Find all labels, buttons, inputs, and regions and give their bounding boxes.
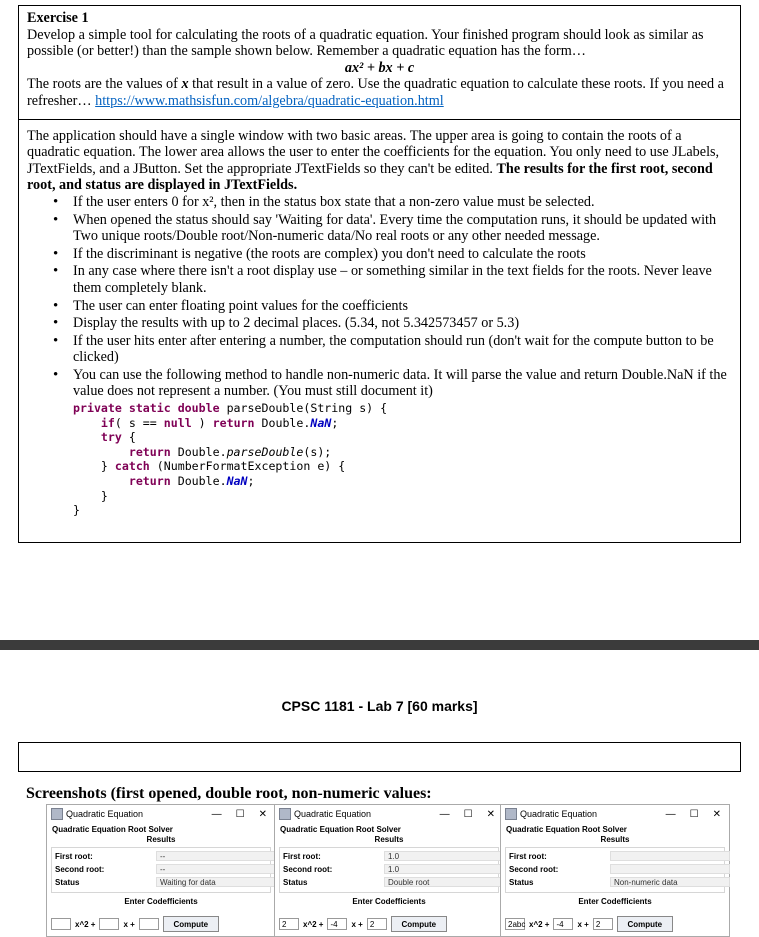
close-icon[interactable]: ✕ [486,808,495,820]
coef-c-input[interactable] [139,918,159,930]
coef-a-input[interactable]: 2 [279,918,299,930]
roots-text-a: The roots are the values of [27,76,182,93]
refresher-link[interactable]: https://www.mathsisfun.com/algebra/quadratic-equation.html [95,92,444,109]
compute-button[interactable]: Compute [617,916,673,932]
compute-button[interactable]: Compute [391,916,447,932]
first-root-field [610,851,730,861]
list-item: • In any case where there isn't a root display use – or something similar in the text fields for the roots. Never leave them completely blank. [73,263,732,296]
status-field: Non-numeric data [610,877,730,887]
first-root-field: 1.0 [384,851,504,861]
coef-a-input[interactable] [51,918,71,930]
requirements-text: The application should have a single window with two basic areas. The upper area is going to contain the roots of a quadratic equation. The lower area allows the user to enter the coefficients for the equation. You only need to use JLabels, JTextFields, and a JButton. Set the appropriate JTextFields so they can't be edited. [27,127,720,177]
window-title: Quadratic Equation [520,809,598,819]
minimize-icon[interactable]: — [665,808,676,820]
window-titlebar [275,805,503,823]
coefficient-inputs [279,916,447,932]
close-icon[interactable]: ✕ [258,808,267,820]
requirements-paragraph [27,128,732,194]
results-label: Results [600,835,630,844]
intro-paragraph: Develop a simple tool for calculating the roots of a quadratic equation. Your finished program should look as similar as possible (or better!) than the sample shown below. Remember a quadratic equation has the form… [27,26,704,60]
x2-label: x^2 + [303,919,324,929]
status-field: Double root [384,877,504,887]
minimize-icon[interactable]: — [439,808,450,820]
exercise-title: Exercise 1 [27,10,89,26]
status-label: Status [55,878,80,887]
results-panel [51,847,271,893]
requirements-bold: The results for the first root, second root, and status are displayed in JTextFields. [27,160,713,194]
x2-label: x^2 + [75,919,96,929]
first-root-field: -- [156,851,276,861]
page-header: CPSC 1181 - Lab 7 [60 marks] [281,698,478,714]
app-window-non-numeric [500,804,730,937]
window-titlebar [501,805,729,823]
status-label: Status [509,878,534,887]
maximize-icon[interactable]: ☐ [235,808,245,820]
second-root-label: Second root: [283,865,333,874]
list-item: • When opened the status should say 'Waiting for data'. Every time the computation runs, it should be updated with Two unique roots/Double root/Non-numeric data/No real roots or any other needed message. [73,212,732,245]
coefficients-label: Enter Codefficients [124,897,198,906]
list-item: • If the discriminant is negative (the roots are complex) you don't need to calculate the roots [73,246,732,263]
second-root-field: 1.0 [384,864,504,874]
results-label: Results [374,835,404,844]
app-window-first-opened [46,804,276,937]
minimize-icon[interactable]: — [211,808,222,820]
coef-c-input[interactable]: 2 [593,918,613,930]
list-item: • The user can enter floating point values for the coefficients [73,298,732,315]
second-root-field: -- [156,864,276,874]
second-root-label: Second root: [55,865,105,874]
list-item: • You can use the following method to handle non-numeric data. It will parse the value and return Double.NaN if the value does not represent a number. (You must still document it) [73,367,732,400]
coef-a-input[interactable]: 2abc [505,918,525,930]
coef-b-input[interactable]: -4 [327,918,347,930]
coefficients-label: Enter Codefficients [578,897,652,906]
window-titlebar [47,805,275,823]
x2-label: x^2 + [529,919,550,929]
empty-box [18,742,741,772]
solver-label: Quadratic Equation Root Solver [280,825,401,834]
java-app-icon [51,808,63,820]
roots-paragraph [27,76,732,109]
x-label: x + [351,919,363,929]
roots-x: x [181,76,189,93]
second-root-field [610,864,730,874]
java-app-icon [505,808,517,820]
status-field: Waiting for data [156,877,276,887]
results-label: Results [146,835,176,844]
first-root-label: First root: [55,852,93,861]
coefficients-label: Enter Codefficients [352,897,426,906]
coef-b-input[interactable] [99,918,119,930]
roots-text-b: that result in a value of zero. Use the quadratic equation to calculate these roots. If you need a refresher… [27,76,724,109]
coefficient-inputs [51,916,219,932]
results-panel [279,847,499,893]
results-panel [505,847,725,893]
list-item: • Display the results with up to 2 decimal places. (5.34, not 5.342573457 or 5.3) [73,315,732,332]
close-icon[interactable]: ✕ [712,808,721,820]
document-page-2 [0,650,759,937]
x-label: x + [123,919,135,929]
window-title: Quadratic Equation [294,809,372,819]
solver-label: Quadratic Equation Root Solver [52,825,173,834]
java-app-icon [279,808,291,820]
second-root-label: Second root: [509,865,559,874]
requirements-list [27,194,732,400]
maximize-icon[interactable]: ☐ [463,808,473,820]
status-label: Status [283,878,308,887]
quadratic-formula: ax² + bx + c [344,59,415,76]
maximize-icon[interactable]: ☐ [689,808,699,820]
screenshots-title: Screenshots (first opened, double root, non-numeric values: [26,785,432,802]
first-root-label: First root: [283,852,321,861]
app-window-double-root [274,804,504,937]
window-title: Quadratic Equation [66,809,144,819]
coef-b-input[interactable]: -4 [553,918,573,930]
coefficient-inputs [505,916,673,932]
coef-c-input[interactable]: 2 [367,918,387,930]
exercise-box [18,5,741,543]
x-label: x + [577,919,589,929]
compute-button[interactable]: Compute [163,916,219,932]
list-item: • If the user enters 0 for x², then in the status box state that a non-zero value must be selected. [73,194,732,211]
page-gap [0,640,759,650]
first-root-label: First root: [509,852,547,861]
code-block: private static double parseDouble(String s) { if( s == null ) return Double.NaN; try { return Double.parseDouble(s); } catch (NumberFormatException e) { return Double.NaN; } } [73,401,388,518]
divider [19,119,740,120]
solver-label: Quadratic Equation Root Solver [506,825,627,834]
list-item: • If the user hits enter after entering a number, the computation should run (don't wait for the compute button to be clicked) [73,333,732,366]
